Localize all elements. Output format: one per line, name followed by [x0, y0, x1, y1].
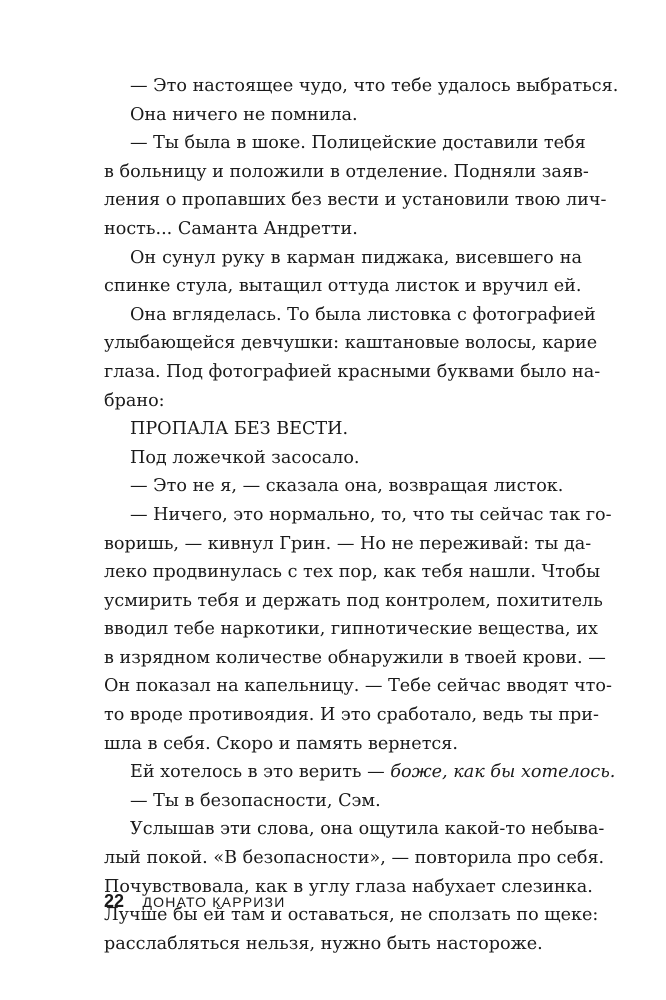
text-line: в изрядном количестве обнаружили в твоей крови. —	[104, 647, 606, 668]
text-line: шла в себя. Скоро и память вернется.	[104, 733, 458, 754]
text-line: брано:	[104, 390, 165, 411]
text-line: — Это не я, — сказала она, возвращая листок.	[130, 476, 564, 497]
text-line: ПРОПАЛА БЕЗ ВЕСТИ.	[130, 419, 349, 440]
text-line-with-italic	[104, 758, 616, 787]
text-line: Под ложечкой засосало.	[130, 447, 360, 468]
text-line: Он сунул руку в карман пиджака, висевшего на	[130, 247, 582, 268]
text-line: глаза. Под фотографией красными буквами было на-	[104, 361, 601, 382]
page-number: 22	[104, 891, 125, 911]
page-body-text	[104, 72, 619, 958]
running-header-author: ДОНАТО КАРРИЗИ	[142, 894, 286, 910]
text-line: Лучше бы ей там и оставаться, не сползать по щеке:	[104, 905, 599, 926]
text-line: — Ты в безопасности, Сэм.	[130, 790, 381, 811]
text-line: ления о пропавших без вести и установили твою лич-	[104, 190, 607, 211]
text-line: воришь, — кивнул Грин. — Но не переживай: ты да-	[104, 533, 592, 554]
page-footer	[104, 891, 285, 912]
text-line: Почувствовала, как в углу глаза набухает слезинка.	[104, 876, 593, 897]
text-line: улыбающейся девчушки: каштановые волосы, карие	[104, 333, 598, 354]
text-line: то вроде противоядия. И это сработало, ведь ты при-	[104, 705, 599, 726]
text-line: Она ничего не помнила.	[130, 104, 358, 125]
text-italic-part: боже, как бы хотелось.	[390, 762, 616, 783]
text-line: лый покой. «В безопасности», — повторила про себя.	[104, 848, 605, 869]
text-line: усмирить тебя и держать под контролем, похититель	[104, 590, 603, 611]
text-line: ность... Саманта Андретти.	[104, 218, 358, 239]
text-line: Она вгляделась. То была листовка с фотографией	[130, 304, 596, 325]
text-line: леко продвинулась с тех пор, как тебя нашли. Чтобы	[104, 562, 601, 583]
text-line: вводил тебе наркотики, гипнотические вещества, их	[104, 619, 598, 640]
text-line: Он показал на капельницу. — Тебе сейчас вводят что-	[104, 676, 612, 697]
text-line: Услышав эти слова, она ощутила какой-то небыва-	[130, 819, 605, 840]
text-line: в больницу и положили в отделение. Подняли заяв-	[104, 161, 589, 182]
text-plain-part: Ей хотелось в это верить —	[130, 762, 391, 783]
text-line: спинке стула, вытащил оттуда листок и вручил ей.	[104, 276, 582, 297]
text-line: расслабляться нельзя, нужно быть настороже.	[104, 933, 543, 954]
text-line: — Ты была в шоке. Полицейские доставили тебя	[130, 133, 586, 154]
text-line: — Ничего, это нормально, то, что ты сейчас так го-	[130, 504, 612, 525]
text-line: — Это настоящее чудо, что тебе удалось выбраться.	[130, 76, 619, 96]
